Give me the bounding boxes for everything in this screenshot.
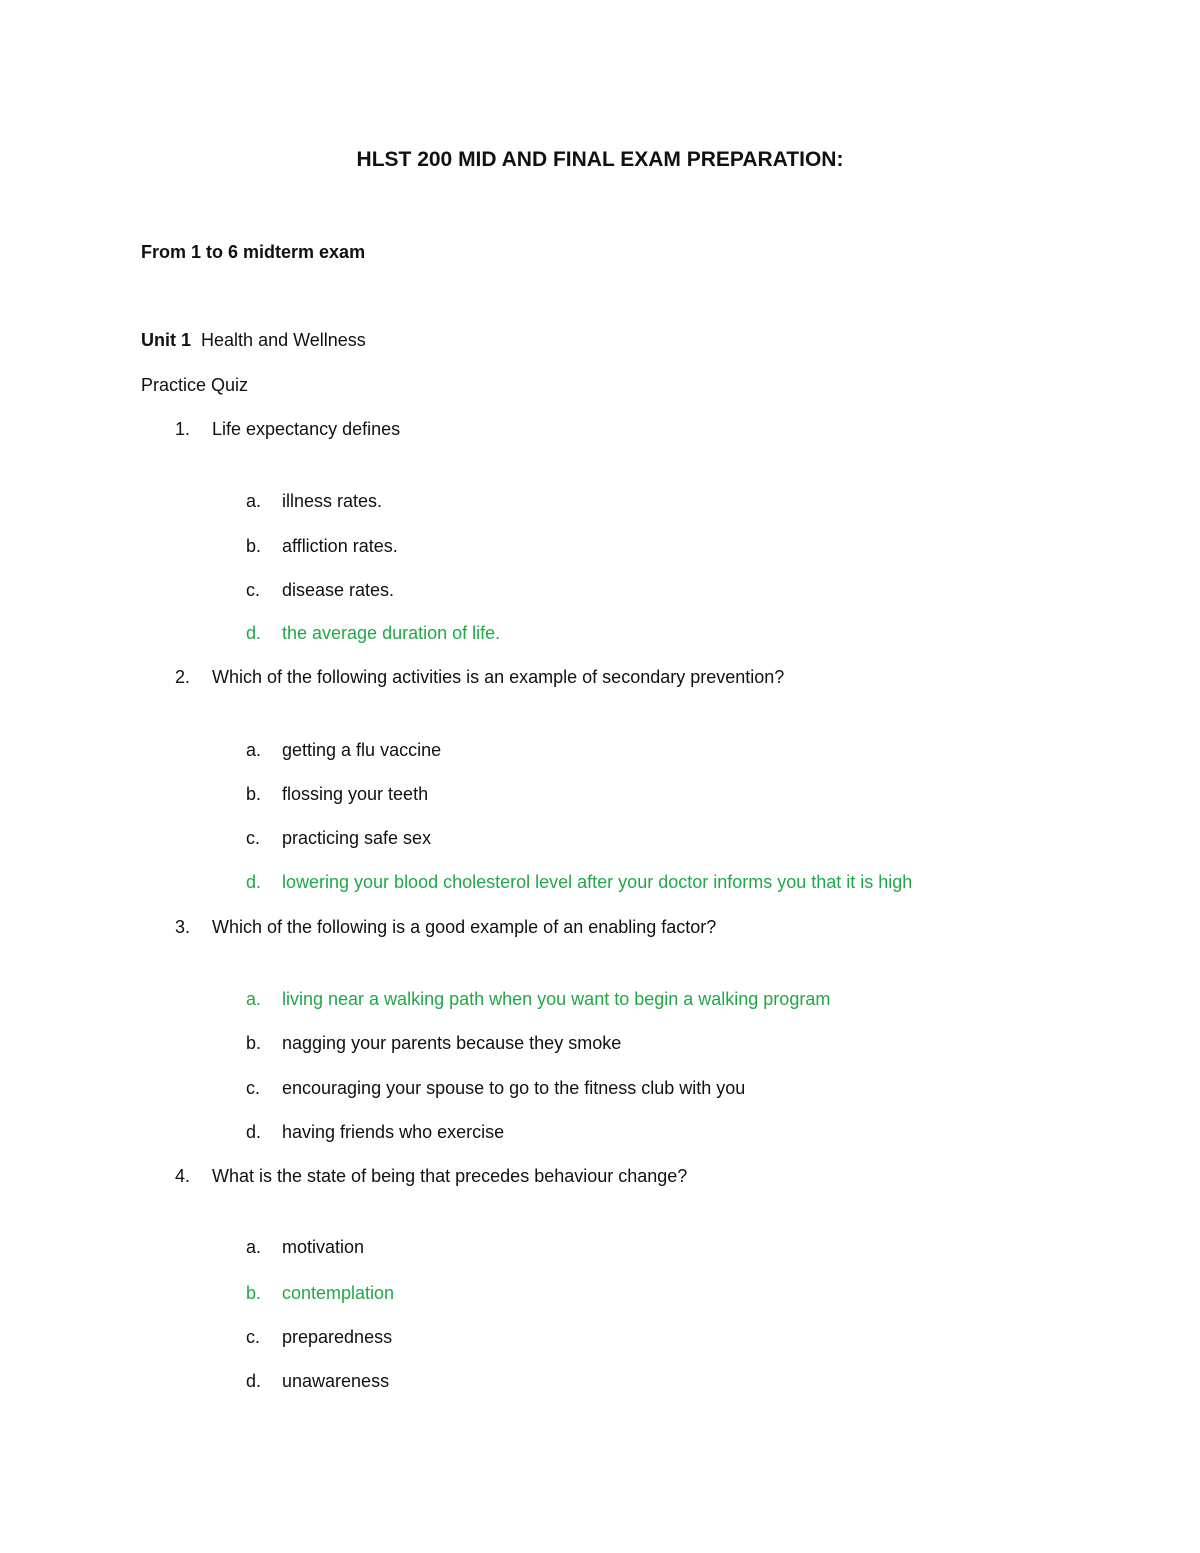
unit-name: Health and Wellness <box>201 330 366 350</box>
option-text: having friends who exercise <box>282 1122 505 1142</box>
option-text: lowering your blood cholesterol level after your doctor informs you that it is high <box>282 872 913 892</box>
question-text: Life expectancy defines <box>212 419 401 439</box>
question-text: Which of the following activities is an example of secondary prevention? <box>212 667 785 687</box>
option-text: illness rates. <box>282 491 383 511</box>
question-text: What is the state of being that precedes behaviour change? <box>212 1166 688 1186</box>
option-letter: c. <box>246 1078 261 1098</box>
option-text: nagging your parents because they smoke <box>282 1033 622 1053</box>
option-letter: a. <box>246 491 262 511</box>
option-letter: a. <box>246 1237 262 1257</box>
option-text: disease rates. <box>282 580 395 600</box>
question-text: Which of the following is a good example of an enabling factor? <box>212 917 717 937</box>
option-letter: c. <box>246 1327 261 1347</box>
question-number: 4. <box>175 1166 191 1186</box>
option-text: practicing safe sex <box>282 828 432 848</box>
option-text: getting a flu vaccine <box>282 740 442 760</box>
practice-quiz-label: Practice Quiz <box>141 375 249 395</box>
option-letter: b. <box>246 784 262 804</box>
option-letter: c. <box>246 828 261 848</box>
option-letter: d. <box>246 623 262 643</box>
question-number: 1. <box>175 419 191 439</box>
option-letter: b. <box>246 1033 262 1053</box>
option-text: contemplation <box>282 1283 395 1303</box>
option-letter: a. <box>246 989 262 1009</box>
option-text: unawareness <box>282 1371 390 1391</box>
option-letter: d. <box>246 1371 262 1391</box>
option-text: affliction rates. <box>282 536 398 556</box>
page-title: HLST 200 MID AND FINAL EXAM PREPARATION: <box>356 148 844 171</box>
unit-heading <box>141 328 366 352</box>
option-letter: d. <box>246 872 262 892</box>
option-text: preparedness <box>282 1327 393 1347</box>
option-text: living near a walking path when you want to begin a walking program <box>282 989 831 1009</box>
option-text: flossing your teeth <box>282 784 429 804</box>
midterm-subheading: From 1 to 6 midterm exam <box>141 242 366 262</box>
option-letter: d. <box>246 1122 262 1142</box>
option-letter: c. <box>246 580 261 600</box>
option-letter: b. <box>246 536 262 556</box>
question-number: 3. <box>175 917 191 937</box>
option-letter: b. <box>246 1283 262 1303</box>
option-text: encouraging your spouse to go to the fitness club with you <box>282 1078 746 1098</box>
unit-label: Unit 1 <box>141 330 192 350</box>
option-text: motivation <box>282 1237 365 1257</box>
option-letter: a. <box>246 740 262 760</box>
option-text: the average duration of life. <box>282 623 501 643</box>
question-number: 2. <box>175 667 191 687</box>
